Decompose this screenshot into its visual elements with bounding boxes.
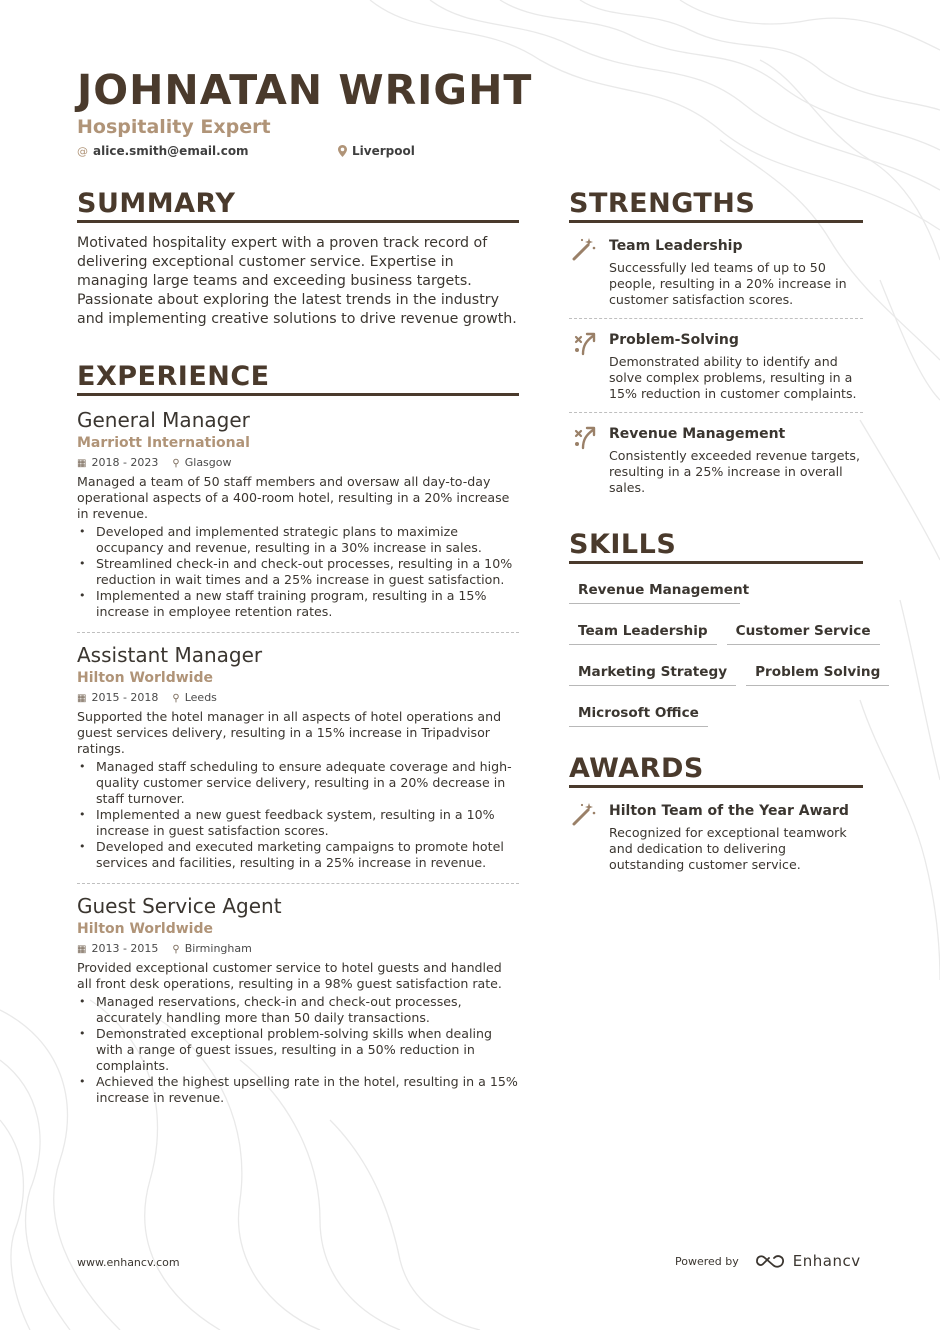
enhancv-logo[interactable]: [755, 1252, 861, 1270]
strength-description: Consistently exceeded revenue targets, resulting in a 25% increase in overall sales.: [609, 448, 861, 495]
job-bullets: [77, 759, 519, 871]
job-dates-wrap: [77, 691, 158, 704]
awards-heading: AWARDS: [569, 753, 863, 788]
contact-email[interactable]: [77, 144, 249, 158]
job-location-wrap: [172, 456, 231, 469]
strategy-arrow-icon: [570, 329, 598, 357]
powered-by-text: Powered by: [675, 1254, 739, 1268]
strength-divider: [569, 318, 863, 319]
job-dates: 2013 - 2015: [91, 942, 159, 955]
enhancv-logo-icon: [755, 1253, 787, 1269]
experience-heading: EXPERIENCE: [77, 361, 519, 396]
job-description: Supported the hotel manager in all aspects of hotel operations and guest services delivery, resulting in a 15% increase in Tripadvisor ratings.: [77, 709, 502, 756]
footer-website[interactable]: www.enhancv.com: [77, 1256, 180, 1269]
contact-location: [338, 144, 415, 158]
skill-row: [569, 619, 869, 645]
candidate-role: Hospitality Expert: [77, 116, 271, 138]
skills-heading: SKILLS: [569, 529, 863, 564]
job-location-wrap: [172, 691, 217, 704]
award-description: Recognized for exceptional teamwork and dedication to delivering outstanding customer service.: [609, 825, 847, 872]
footer-branding: [675, 1252, 861, 1270]
skill-row: [569, 578, 869, 604]
job-location: Birmingham: [184, 942, 252, 955]
job-title: General Manager: [77, 408, 250, 432]
magic-wand-icon: [570, 235, 598, 263]
strength-title: Problem-Solving: [609, 332, 739, 348]
skill-tag: Team Leadership: [569, 619, 717, 645]
job-description: Managed a team of 50 staff members and oversaw all day-to-day operational aspects of a 400-room hotel, resulting in a 20% increase in revenue.: [77, 474, 510, 521]
award-item: [569, 802, 863, 873]
magic-wand-icon: [570, 800, 598, 828]
strengths-heading: STRENGTHS: [569, 188, 863, 223]
skill-tag: Marketing Strategy: [569, 660, 736, 686]
job-location: Glasgow: [184, 456, 232, 469]
job-bullet: • Developed and implemented strategic plans to maximize occupancy and revenue, resulting in a 30% increase in sales.: [77, 524, 519, 556]
job-meta: [77, 691, 519, 704]
summary-text: Motivated hospitality expert with a proven track record of delivering exceptional customer service. Expertise in managing large teams and exceeding business targets. Passionate about exploring the latest trends in the industry and implementing creative solutions to drive revenue growth.: [77, 235, 517, 327]
job-bullets: [77, 524, 519, 620]
job-title: Guest Service Agent: [77, 894, 282, 918]
summary-heading: SUMMARY: [77, 188, 519, 223]
email-text: alice.smith@email.com: [93, 144, 249, 158]
skill-tag: Problem Solving: [746, 660, 889, 686]
job-entry: [77, 894, 519, 1106]
job-dates-wrap: [77, 456, 158, 469]
skill-tag: Customer Service: [727, 619, 880, 645]
job-bullet: • Achieved the highest upselling rate in the hotel, resulting in a 15% increase in revenue.: [77, 1074, 519, 1106]
strategy-arrow-icon: [570, 423, 598, 451]
strength-item: [569, 237, 863, 308]
job-bullets: [77, 994, 519, 1106]
job-dates-wrap: [77, 942, 158, 955]
calendar-icon: ▦: [77, 458, 87, 469]
job-location: Leeds: [184, 691, 217, 704]
strength-description: Successfully led teams of up to 50 people, resulting in a 20% increase in customer satisfaction scores.: [609, 260, 847, 307]
job-bullet: • Implemented a new staff training program, resulting in a 15% increase in employee retention rates.: [77, 588, 519, 620]
job-title: Assistant Manager: [77, 643, 263, 667]
skill-tag: Microsoft Office: [569, 701, 708, 727]
strength-item: [569, 331, 863, 402]
brand-name: Enhancv: [792, 1252, 861, 1270]
job-bullet: • Managed reservations, check-in and check-out processes, accurately handling more than 50 daily transactions.: [77, 994, 519, 1026]
job-dates: 2015 - 2018: [91, 691, 159, 704]
job-dates: 2018 - 2023: [91, 456, 159, 469]
location-pin-icon: ⚲: [172, 693, 180, 704]
calendar-icon: ▦: [77, 693, 87, 704]
strength-description: Demonstrated ability to identify and solve complex problems, resulting in a 15% reduction in customer complaints.: [609, 354, 857, 401]
job-description: Provided exceptional customer service to hotel guests and handled all front desk operations, resulting in a 98% guest satisfaction rate.: [77, 960, 502, 991]
award-title: Hilton Team of the Year Award: [609, 803, 849, 819]
job-company: Hilton Worldwide: [77, 921, 214, 937]
job-company: Marriott International: [77, 435, 250, 451]
job-bullet: • Streamlined check-in and check-out processes, resulting in a 10% reduction in wait times and a 25% increase in guest satisfaction.: [77, 556, 519, 588]
job-bullet: • Managed staff scheduling to ensure adequate coverage and high-quality customer service delivery, resulting in a 20% decrease in staff turnover.: [77, 759, 519, 807]
job-bullet: • Developed and executed marketing campaigns to promote hotel services and facilities, resulting in a 25% increase in revenue.: [77, 839, 519, 871]
location-pin-icon: [338, 145, 347, 157]
skill-tag: Revenue Management: [569, 578, 740, 604]
job-divider: [77, 632, 519, 633]
job-meta: [77, 456, 519, 469]
strength-title: Revenue Management: [609, 426, 786, 442]
location-text: Liverpool: [352, 144, 415, 158]
skill-row: [569, 701, 869, 727]
job-entry: [77, 408, 519, 620]
job-bullet: • Demonstrated exceptional problem-solving skills when dealing with a range of guest issues, resulting in a 50% reduction in complaints.: [77, 1026, 519, 1074]
strength-title: Team Leadership: [609, 238, 743, 254]
strength-divider: [569, 412, 863, 413]
location-pin-icon: ⚲: [172, 458, 180, 469]
job-location-wrap: [172, 942, 251, 955]
at-icon: @: [77, 144, 88, 158]
job-divider: [77, 883, 519, 884]
job-company: Hilton Worldwide: [77, 670, 214, 686]
skills-list: [569, 578, 881, 742]
location-pin-icon: ⚲: [172, 944, 180, 955]
job-entry: [77, 643, 519, 871]
candidate-name: JOHNATAN WRIGHT: [77, 66, 533, 114]
job-bullet: • Implemented a new guest feedback system, resulting in a 10% increase in guest satisfaction scores.: [77, 807, 519, 839]
strength-item: [569, 425, 863, 496]
job-meta: [77, 942, 519, 955]
calendar-icon: ▦: [77, 944, 87, 955]
skill-row: [569, 660, 881, 686]
